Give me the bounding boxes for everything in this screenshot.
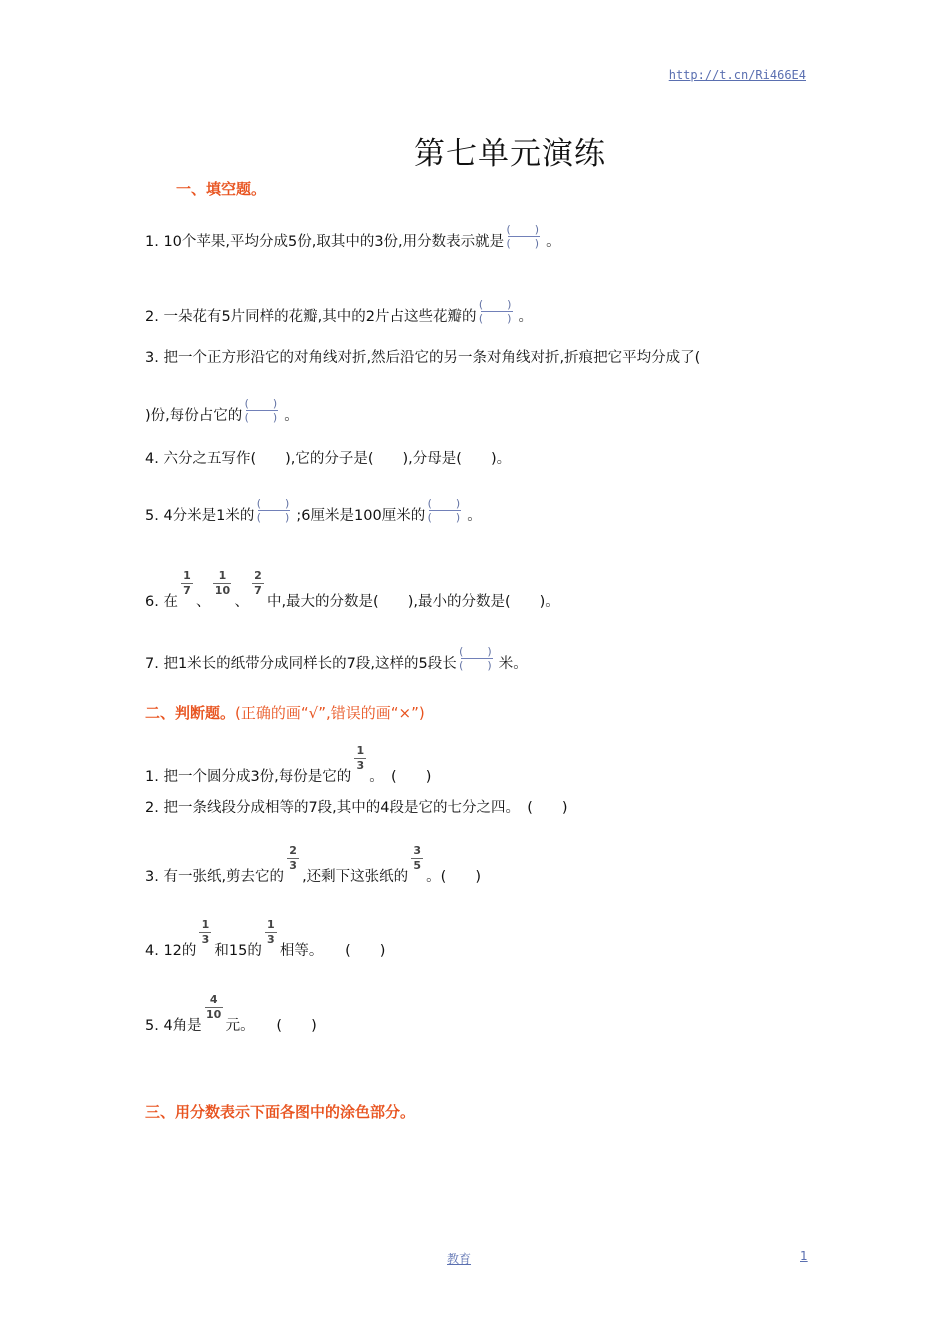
numerator: 1 <box>218 569 227 582</box>
question-4: 4. 六分之五写作( ),它的分子是( ),分母是( )。 <box>145 451 512 467</box>
fraction-1-3 <box>196 919 214 951</box>
separator: 、 <box>195 594 211 610</box>
denominator-blank: ( ) <box>457 659 493 672</box>
fraction-1-7 <box>178 570 196 602</box>
numerator: 1 <box>356 744 365 757</box>
question-2-text: 2. 一朵花有5片同样的花瓣,其中的2片占这些花瓣的 <box>145 309 477 325</box>
judge-1-end: 。 ( ) <box>369 769 432 785</box>
section-1-heading: 一、填空题。 <box>176 180 267 198</box>
question-3-end: 。 <box>284 408 299 424</box>
denominator: 10 <box>206 1008 222 1021</box>
denominator: 3 <box>267 933 275 946</box>
denominator: 3 <box>201 933 210 946</box>
question-2-end: 。 <box>518 309 534 325</box>
fraction-1-3 <box>351 745 369 777</box>
judge-4-text: 4. 12的 <box>145 943 197 959</box>
judge-4-end: 相等。 ( ) <box>279 943 386 959</box>
numerator: 2 <box>289 844 297 857</box>
judge-3-mid: ,还剩下这张纸的 <box>302 869 409 885</box>
fraction-2-7 <box>249 570 267 602</box>
separator: 、 <box>234 594 249 610</box>
header-link[interactable]: http://t.cn/Ri466E4 <box>668 68 806 82</box>
question-6-suffix: 中,最大的分数是( ),最小的分数是( )。 <box>266 594 560 610</box>
denominator-blank: ( ) <box>243 411 279 424</box>
question-3-line-1: 3. 把一个正方形沿它的对角线对折,然后沿它的另一条对角线对折,折痕把它平均分成了( <box>145 350 701 366</box>
answer-blank-fraction[interactable] <box>426 498 466 526</box>
question-7 <box>145 646 528 674</box>
judge-5-text: 5. 4角是 <box>145 1018 202 1034</box>
section-2-heading <box>145 702 425 723</box>
answer-blank-fraction[interactable] <box>458 646 498 674</box>
numerator: 3 <box>413 844 421 857</box>
numerator-blank: ( ) <box>477 298 513 311</box>
judge-2: 2. 把一条线段分成相等的7段,其中的4段是它的七分之四。 ( ) <box>145 800 568 816</box>
footer-link[interactable]: 教育 <box>447 1252 472 1266</box>
numerator-blank: ( ) <box>243 397 279 410</box>
denominator-blank: ( ) <box>505 237 541 250</box>
section-2-note: (正确的画“√”,错误的画“×”) <box>235 704 425 722</box>
question-3-line-2 <box>145 398 299 426</box>
denominator-blank: ( ) <box>255 511 291 524</box>
numerator: 1 <box>267 918 275 931</box>
question-5-end: 。 <box>467 508 482 524</box>
question-7-text: 7. 把1米长的纸带分成同样长的7段,这样的5段长 <box>145 656 457 672</box>
judge-4 <box>145 919 385 959</box>
question-2 <box>145 299 533 327</box>
fraction-3-5 <box>408 845 426 877</box>
fraction-4-10 <box>202 994 226 1026</box>
denominator: 5 <box>413 859 421 872</box>
numerator-blank: ( ) <box>426 497 462 510</box>
page-number: 1 <box>800 1249 808 1263</box>
numerator-blank: ( ) <box>255 497 291 510</box>
denominator: 7 <box>254 584 262 597</box>
answer-blank-fraction[interactable] <box>478 299 518 327</box>
judge-4-mid: 和15的 <box>214 943 262 959</box>
question-5-part-1: 5. 4分米是1米的 <box>145 508 255 524</box>
question-1-end: 。 <box>546 234 561 250</box>
question-1-text: 1. 10个苹果,平均分成5份,取其中的3份,用分数表示就是 <box>145 234 505 250</box>
numerator: 1 <box>183 569 191 582</box>
denominator: 3 <box>289 859 297 872</box>
fraction-2-3 <box>284 845 302 877</box>
numerator-blank: ( ) <box>457 645 493 658</box>
denominator: 7 <box>183 584 191 597</box>
question-5 <box>145 498 482 526</box>
section-3-heading: 三、用分数表示下面各图中的涂色部分。 <box>145 1103 416 1121</box>
judge-5-end: 元。 ( ) <box>225 1018 317 1034</box>
denominator: 3 <box>356 759 365 772</box>
judge-5 <box>145 994 317 1034</box>
judge-1 <box>145 745 431 785</box>
judge-3-text: 3. 有一张纸,剪去它的 <box>145 869 285 885</box>
answer-blank-fraction[interactable] <box>243 398 283 426</box>
fraction-1-10 <box>210 570 234 602</box>
numerator: 2 <box>254 569 262 582</box>
answer-blank-fraction[interactable] <box>505 224 545 252</box>
numerator: 1 <box>201 918 210 931</box>
question-6 <box>145 570 560 610</box>
numerator-blank: ( ) <box>505 223 541 236</box>
question-7-end: 米。 <box>498 656 528 672</box>
denominator: 10 <box>214 584 231 597</box>
judge-3 <box>145 845 481 885</box>
section-2-title: 二、判断题。 <box>145 704 236 722</box>
page-title: 第七单元演练 <box>414 136 606 172</box>
denominator-blank: ( ) <box>477 312 513 325</box>
denominator-blank: ( ) <box>426 511 462 524</box>
question-6-prefix: 6. 在 <box>145 594 178 610</box>
numerator: 4 <box>209 993 218 1006</box>
question-5-part-2: ;6厘米是100厘米的 <box>296 508 426 524</box>
question-1 <box>145 224 561 252</box>
fraction-1-3 <box>262 919 280 951</box>
answer-blank-fraction[interactable] <box>255 498 295 526</box>
judge-3-end: 。( ) <box>426 869 481 885</box>
question-3-text: )份,每份占它的 <box>145 408 243 424</box>
judge-1-text: 1. 把一个圆分成3份,每份是它的 <box>145 769 352 785</box>
